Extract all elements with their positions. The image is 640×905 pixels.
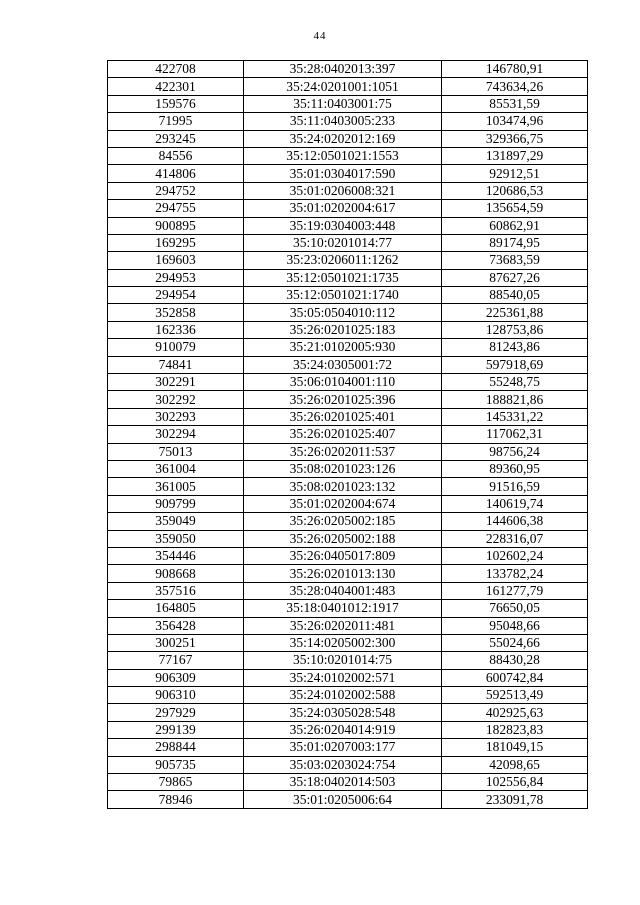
amount-cell: 95048,66 (442, 617, 588, 634)
cadastral-number-cell: 35:26:0405017:809 (244, 547, 442, 564)
record-id-cell: 294954 (108, 287, 244, 304)
cadastral-number-cell: 35:01:0202004:674 (244, 495, 442, 512)
record-id-cell: 294953 (108, 269, 244, 286)
record-id-cell: 422301 (108, 78, 244, 95)
amount-cell: 55248,75 (442, 374, 588, 391)
amount-cell: 233091,78 (442, 791, 588, 808)
cadastral-number-cell: 35:24:0202012:169 (244, 130, 442, 147)
table-row (108, 287, 588, 304)
cadastral-number-cell: 35:26:0201025:396 (244, 391, 442, 408)
record-id-cell: 302292 (108, 391, 244, 408)
amount-cell: 140619,74 (442, 495, 588, 512)
record-id-cell: 75013 (108, 443, 244, 460)
record-id-cell: 294755 (108, 200, 244, 217)
amount-cell: 597918,69 (442, 356, 588, 373)
table-row (108, 182, 588, 199)
record-id-cell: 909799 (108, 495, 244, 512)
cadastral-number-cell: 35:12:0501021:1735 (244, 269, 442, 286)
table-row (108, 408, 588, 425)
cadastral-number-cell: 35:26:0202011:537 (244, 443, 442, 460)
amount-cell: 88430,28 (442, 652, 588, 669)
table-row (108, 217, 588, 234)
record-id-cell: 169603 (108, 252, 244, 269)
table-row (108, 200, 588, 217)
record-id-cell: 910079 (108, 339, 244, 356)
cadastral-number-cell: 35:24:0102002:571 (244, 669, 442, 686)
record-id-cell: 294752 (108, 182, 244, 199)
table-row (108, 391, 588, 408)
cadastral-number-cell: 35:01:0207003:177 (244, 739, 442, 756)
amount-cell: 145331,22 (442, 408, 588, 425)
table-row (108, 165, 588, 182)
table-row (108, 652, 588, 669)
amount-cell: 89174,95 (442, 234, 588, 251)
amount-cell: 228316,07 (442, 530, 588, 547)
amount-cell: 146780,91 (442, 61, 588, 78)
cadastral-number-cell: 35:11:0403005:233 (244, 113, 442, 130)
amount-cell: 98756,24 (442, 443, 588, 460)
registry-table (107, 60, 588, 809)
amount-cell: 161277,79 (442, 582, 588, 599)
record-id-cell: 906310 (108, 687, 244, 704)
table-row (108, 339, 588, 356)
table-row (108, 95, 588, 112)
table-row (108, 252, 588, 269)
page-number: 44 (313, 30, 327, 42)
cadastral-number-cell: 35:14:0205002:300 (244, 634, 442, 651)
cadastral-number-cell: 35:26:0201025:183 (244, 321, 442, 338)
table-row (108, 269, 588, 286)
cadastral-number-cell: 35:01:0202004:617 (244, 200, 442, 217)
amount-cell: 102602,24 (442, 547, 588, 564)
record-id-cell: 79865 (108, 774, 244, 791)
amount-cell: 117062,31 (442, 426, 588, 443)
table-row (108, 478, 588, 495)
record-id-cell: 162336 (108, 321, 244, 338)
table-row (108, 600, 588, 617)
table-row (108, 739, 588, 756)
amount-cell: 76650,05 (442, 600, 588, 617)
table-row (108, 791, 588, 808)
record-id-cell: 908668 (108, 565, 244, 582)
cadastral-number-cell: 35:23:0206011:1262 (244, 252, 442, 269)
cadastral-number-cell: 35:06:0104001:110 (244, 374, 442, 391)
record-id-cell: 356428 (108, 617, 244, 634)
amount-cell: 592513,49 (442, 687, 588, 704)
cadastral-number-cell: 35:26:0204014:919 (244, 721, 442, 738)
amount-cell: 89360,95 (442, 460, 588, 477)
table-row (108, 774, 588, 791)
amount-cell: 92912,51 (442, 165, 588, 182)
record-id-cell: 302291 (108, 374, 244, 391)
record-id-cell: 297929 (108, 704, 244, 721)
amount-cell: 133782,24 (442, 565, 588, 582)
amount-cell: 402925,63 (442, 704, 588, 721)
table-row (108, 147, 588, 164)
table-row (108, 61, 588, 78)
amount-cell: 103474,96 (442, 113, 588, 130)
cadastral-number-cell: 35:28:0402013:397 (244, 61, 442, 78)
registry-table-body (108, 61, 588, 809)
cadastral-number-cell: 35:26:0201025:407 (244, 426, 442, 443)
amount-cell: 743634,26 (442, 78, 588, 95)
table-row (108, 374, 588, 391)
amount-cell: 55024,66 (442, 634, 588, 651)
record-id-cell: 74841 (108, 356, 244, 373)
table-row (108, 443, 588, 460)
amount-cell: 131897,29 (442, 147, 588, 164)
cadastral-number-cell: 35:01:0205006:64 (244, 791, 442, 808)
amount-cell: 60862,91 (442, 217, 588, 234)
record-id-cell: 900895 (108, 217, 244, 234)
record-id-cell: 302293 (108, 408, 244, 425)
record-id-cell: 357516 (108, 582, 244, 599)
cadastral-number-cell: 35:26:0201025:401 (244, 408, 442, 425)
record-id-cell: 169295 (108, 234, 244, 251)
record-id-cell: 359049 (108, 513, 244, 530)
amount-cell: 181049,15 (442, 739, 588, 756)
amount-cell: 87627,26 (442, 269, 588, 286)
cadastral-number-cell: 35:26:0201013:130 (244, 565, 442, 582)
amount-cell: 120686,53 (442, 182, 588, 199)
record-id-cell: 414806 (108, 165, 244, 182)
cadastral-number-cell: 35:08:0201023:132 (244, 478, 442, 495)
record-id-cell: 352858 (108, 304, 244, 321)
cadastral-number-cell: 35:18:0402014:503 (244, 774, 442, 791)
record-id-cell: 361004 (108, 460, 244, 477)
table-row (108, 704, 588, 721)
record-id-cell: 299139 (108, 721, 244, 738)
table-row (108, 582, 588, 599)
cadastral-number-cell: 35:18:0401012:1917 (244, 600, 442, 617)
cadastral-number-cell: 35:21:0102005:930 (244, 339, 442, 356)
amount-cell: 329366,75 (442, 130, 588, 147)
table-row (108, 634, 588, 651)
record-id-cell: 84556 (108, 147, 244, 164)
table-row (108, 669, 588, 686)
record-id-cell: 359050 (108, 530, 244, 547)
cadastral-number-cell: 35:08:0201023:126 (244, 460, 442, 477)
table-row (108, 321, 588, 338)
table-row (108, 565, 588, 582)
cadastral-number-cell: 35:26:0205002:185 (244, 513, 442, 530)
cadastral-number-cell: 35:24:0102002:588 (244, 687, 442, 704)
cadastral-number-cell: 35:24:0305001:72 (244, 356, 442, 373)
record-id-cell: 905735 (108, 756, 244, 773)
record-id-cell: 78946 (108, 791, 244, 808)
cadastral-number-cell: 35:05:0504010:112 (244, 304, 442, 321)
cadastral-number-cell: 35:19:0304003:448 (244, 217, 442, 234)
cadastral-number-cell: 35:26:0202011:481 (244, 617, 442, 634)
amount-cell: 91516,59 (442, 478, 588, 495)
table-row (108, 721, 588, 738)
table-row (108, 547, 588, 564)
record-id-cell: 164805 (108, 600, 244, 617)
amount-cell: 85531,59 (442, 95, 588, 112)
cadastral-number-cell: 35:12:0501021:1740 (244, 287, 442, 304)
table-row (108, 460, 588, 477)
table-row (108, 130, 588, 147)
cadastral-number-cell: 35:03:0203024:754 (244, 756, 442, 773)
record-id-cell: 77167 (108, 652, 244, 669)
table-row (108, 113, 588, 130)
cadastral-number-cell: 35:26:0205002:188 (244, 530, 442, 547)
amount-cell: 182823,83 (442, 721, 588, 738)
record-id-cell: 300251 (108, 634, 244, 651)
table-row (108, 687, 588, 704)
table-row (108, 513, 588, 530)
record-id-cell: 71995 (108, 113, 244, 130)
amount-cell: 42098,65 (442, 756, 588, 773)
cadastral-number-cell: 35:24:0201001:1051 (244, 78, 442, 95)
amount-cell: 188821,86 (442, 391, 588, 408)
record-id-cell: 361005 (108, 478, 244, 495)
record-id-cell: 293245 (108, 130, 244, 147)
amount-cell: 225361,88 (442, 304, 588, 321)
amount-cell: 73683,59 (442, 252, 588, 269)
amount-cell: 102556,84 (442, 774, 588, 791)
cadastral-number-cell: 35:10:0201014:77 (244, 234, 442, 251)
table-row (108, 756, 588, 773)
table-row (108, 356, 588, 373)
amount-cell: 144606,38 (442, 513, 588, 530)
record-id-cell: 354446 (108, 547, 244, 564)
cadastral-number-cell: 35:01:0304017:590 (244, 165, 442, 182)
amount-cell: 88540,05 (442, 287, 588, 304)
table-row (108, 426, 588, 443)
amount-cell: 135654,59 (442, 200, 588, 217)
cadastral-number-cell: 35:24:0305028:548 (244, 704, 442, 721)
amount-cell: 81243,86 (442, 339, 588, 356)
table-row (108, 617, 588, 634)
cadastral-number-cell: 35:10:0201014:75 (244, 652, 442, 669)
table-row (108, 78, 588, 95)
cadastral-number-cell: 35:01:0206008:321 (244, 182, 442, 199)
table-row (108, 530, 588, 547)
table-row (108, 304, 588, 321)
table-row (108, 234, 588, 251)
amount-cell: 600742,84 (442, 669, 588, 686)
record-id-cell: 422708 (108, 61, 244, 78)
cadastral-number-cell: 35:12:0501021:1553 (244, 147, 442, 164)
cadastral-number-cell: 35:28:0404001:483 (244, 582, 442, 599)
record-id-cell: 298844 (108, 739, 244, 756)
table-row (108, 495, 588, 512)
amount-cell: 128753,86 (442, 321, 588, 338)
record-id-cell: 302294 (108, 426, 244, 443)
cadastral-number-cell: 35:11:0403001:75 (244, 95, 442, 112)
record-id-cell: 906309 (108, 669, 244, 686)
record-id-cell: 159576 (108, 95, 244, 112)
